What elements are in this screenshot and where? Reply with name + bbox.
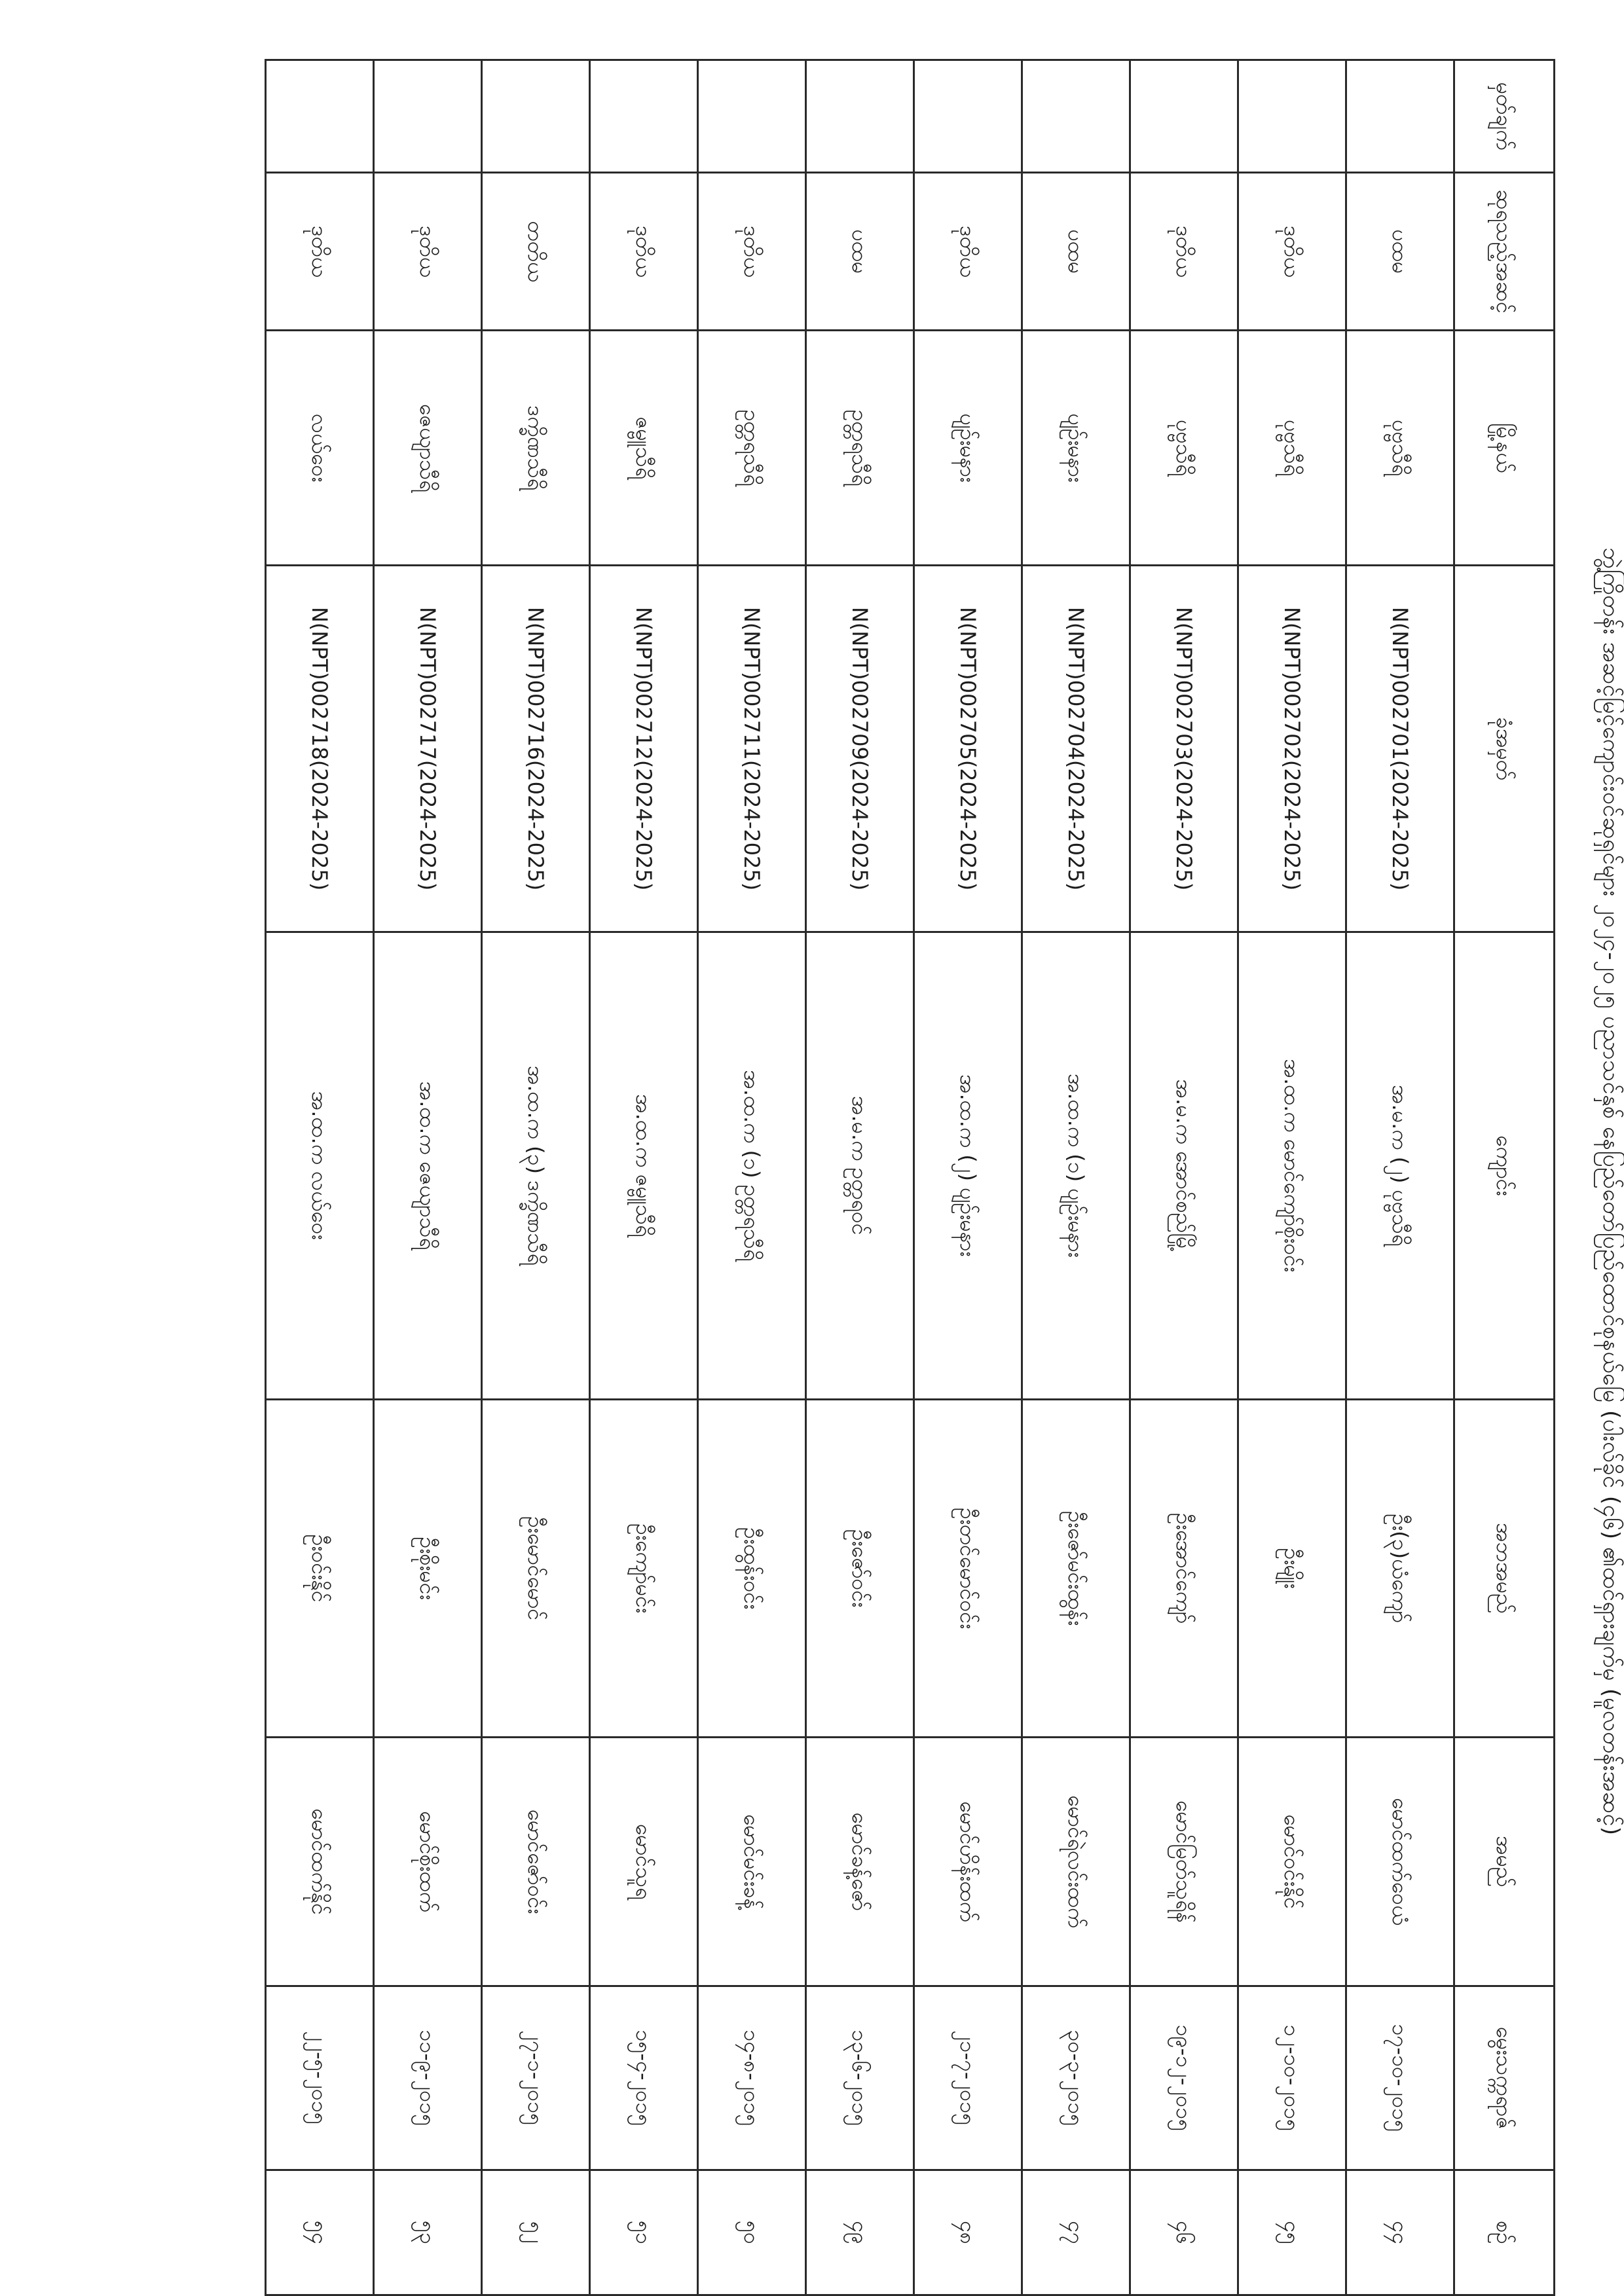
cell-grade: ပထမ (1346, 173, 1454, 331)
cell-school: အ.ထ.က (၂) ပျဉ်းမနား (914, 932, 1022, 1400)
cell-serial-number: ၄၄ (1346, 2170, 1454, 2295)
cell-remark (1130, 60, 1238, 173)
cell-father-name: ဦးအောင်ကျော် (1130, 1399, 1238, 1738)
cell-grade: ပထမ (1022, 173, 1130, 331)
table-row (482, 60, 590, 2295)
cell-roll-number: N(NPT)002717(2024-2025) (374, 566, 482, 932)
cell-remark (806, 60, 914, 173)
cell-roll-number: N(NPT)002701(2024-2025) (1346, 566, 1454, 932)
table-row (914, 60, 1022, 2295)
cell-grade: ဒုတိယ (590, 173, 698, 331)
cell-grade: ဒုတိယ (374, 173, 482, 331)
cell-township: လယ်ဝေး (266, 331, 374, 566)
cell-roll-number: N(NPT)002718(2024-2025) (266, 566, 374, 932)
cell-name: မောင်ခန့်ဇော် (806, 1738, 914, 1986)
cell-school: အ.မ.က ဥတ္တရဝင် (806, 932, 914, 1400)
cell-name: မောင်ဝင်းနိုင် (1238, 1738, 1346, 1986)
header-remark: မှတ်ချက် (1454, 60, 1555, 173)
cell-school: အ.မ.က (၂) ပုဗ္ဗသီရိ (1346, 932, 1454, 1400)
cell-father-name: ဦးကျော်မင်း (590, 1399, 698, 1738)
cell-father-name: ဦးဇော်မင်းထွန်း (1022, 1399, 1130, 1738)
cell-roll-number: N(NPT)002705(2024-2025) (914, 566, 1022, 932)
cell-father-name: ဦးဝင်းနိုင် (266, 1399, 374, 1738)
cell-date-of-birth: ၁၉-၁၂-၂၀၁၅ (1130, 1986, 1238, 2170)
cell-roll-number: N(NPT)002716(2024-2025) (482, 566, 590, 932)
cell-township: ပျဉ်းမနား (1022, 331, 1130, 566)
cell-remark (1346, 60, 1454, 173)
cell-township: ဇမ္ဗူသီရိ (590, 331, 698, 566)
cell-township: ပုဗ္ဗသီရိ (1346, 331, 1454, 566)
cell-school: အ.ထ.က (၁) ပျဉ်းမနား (1022, 932, 1130, 1400)
cell-remark (914, 60, 1022, 173)
cell-grade: ဒုတိယ (266, 173, 374, 331)
cell-township: ဒက္ခိဏသီရိ (482, 331, 590, 566)
cell-remark (1238, 60, 1346, 173)
cell-roll-number: N(NPT)002703(2024-2025) (1130, 566, 1238, 932)
cell-name: မောင်မင်းခန့် (698, 1738, 806, 1986)
cell-roll-number: N(NPT)002712(2024-2025) (590, 566, 698, 932)
table-row (1022, 60, 1130, 2295)
cell-name: မောင်ထက်ဝေယံ (1346, 1738, 1454, 1986)
cell-school: အ.ထ.က ဇေယျာသီရိ (374, 932, 482, 1400)
document-title: ဘွဲ့ကြိုတန်း အဆင့်မြင့်ကျောင်းဝင်ဆုရှင်များ ၂၀၂၄-၂၀၂၅ ပညာသင်နှစ် နေပြည်တော်ပြည်ထောင်စုနယ်မြေ (ပါးလ်ခိုင် (၄၆) ၏ထင်ရှားချက်မှ (မူလတန်းအဆင့်) (1598, 547, 1624, 1836)
cell-remark (1022, 60, 1130, 173)
cell-date-of-birth: ၂၂-၅-၂၀၁၅ (266, 1986, 374, 2170)
table-row (374, 60, 482, 2295)
cell-grade: ပထမ (806, 173, 914, 331)
cell-date-of-birth: ၁၇-၁၀-၂၀၁၅ (1346, 1986, 1454, 2170)
cell-township: ဥတ္တရသီရိ (698, 331, 806, 566)
cell-name: မောင်မြတ်သူရိန် (1130, 1738, 1238, 1986)
cell-township: ပုဗ္ဗသီရိ (1130, 331, 1238, 566)
cell-serial-number: ၄၅ (1238, 2170, 1346, 2295)
header-school: ကျောင်း (1454, 932, 1555, 1400)
header-roll-number: ခုံအမှတ် (1454, 566, 1555, 932)
table-row (1346, 60, 1454, 2295)
cell-date-of-birth: ၁၅-၄-၂၀၁၅ (590, 1986, 698, 2170)
table-row (698, 60, 806, 2295)
cell-serial-number: ၄၆ (1130, 2170, 1238, 2295)
header-father-name: အဘအမည် (1454, 1399, 1555, 1738)
cell-grade: ဒုတိယ (914, 173, 1022, 331)
cell-serial-number: ၅၄ (266, 2170, 374, 2295)
cell-date-of-birth: ၁၂-၁၀-၂၀၁၅ (1238, 1986, 1346, 2170)
cell-roll-number: N(NPT)002702(2024-2025) (1238, 566, 1346, 932)
cell-serial-number: ၄၈ (914, 2170, 1022, 2295)
cell-date-of-birth: ၁၃-၆-၂၀၁၅ (806, 1986, 914, 2170)
cell-remark (374, 60, 482, 173)
cell-father-name: ဦး(၃)ယံကျော် (1346, 1399, 1454, 1738)
cell-remark (590, 60, 698, 173)
header-name: အမည် (1454, 1738, 1555, 1986)
cell-date-of-birth: ၂၇-၁-၂၀၁၅ (482, 1986, 590, 2170)
cell-father-name: ဦးတင်မောင်ဝင်း (914, 1399, 1022, 1738)
cell-township: ပျဉ်းမနား (914, 331, 1022, 566)
cell-serial-number: ၅၂ (482, 2170, 590, 2295)
cell-school: အ.ထ.က ဇမ္ဗူသီရိ (590, 932, 698, 1400)
cell-remark (266, 60, 374, 173)
header-date-of-birth: မွေးသက္ကရာဇ် (1454, 1986, 1555, 2170)
cell-name: မောင်ဟိန်းထက် (914, 1738, 1022, 1986)
header-township: မြို့နယ် (1454, 331, 1555, 566)
cell-date-of-birth: ၁၄-၈-၂၀၁၅ (698, 1986, 806, 2170)
cell-name: မောင်ထက်နိုင် (266, 1738, 374, 1986)
cell-father-name: ဦးမျိုး (1238, 1399, 1346, 1738)
cell-school: အ.ထ.က (၃) ဒက္ခိဏသီရိ (482, 932, 590, 1400)
cell-father-name: ဦးစိုးမင်း (374, 1399, 482, 1738)
awards-table (265, 59, 1555, 2296)
cell-school: အ.မ.က အောင်စည်မြို့ (1130, 932, 1238, 1400)
cell-date-of-birth: ၃၀-၃-၂၀၁၅ (1022, 1986, 1130, 2170)
cell-serial-number: ၄၉ (806, 2170, 914, 2295)
table-row (806, 60, 914, 2295)
cell-township: ဇေယျာသီရိ (374, 331, 482, 566)
cell-name: မောင်သူရ (590, 1738, 698, 1986)
header-serial-number: စဉ် (1454, 2170, 1555, 2295)
cell-father-name: ဦးဇော်ဝင်း (806, 1399, 914, 1738)
cell-school: အ.ထ.က လယ်ဝေး (266, 932, 374, 1400)
cell-serial-number: ၅၀ (698, 2170, 806, 2295)
cell-township: ပုဗ္ဗသီရိ (1238, 331, 1346, 566)
cell-date-of-birth: ၂၁-၇-၂၀၁၅ (914, 1986, 1022, 2170)
table-row (590, 60, 698, 2295)
cell-roll-number: N(NPT)002704(2024-2025) (1022, 566, 1130, 932)
table-row (1238, 60, 1346, 2295)
cell-serial-number: ၅၃ (374, 2170, 482, 2295)
table-row (1130, 60, 1238, 2295)
cell-school: အ.ထ.က (၁) ဥတ္တရသီရိ (698, 932, 806, 1400)
cell-roll-number: N(NPT)002709(2024-2025) (806, 566, 914, 932)
table-row (266, 60, 374, 2295)
cell-date-of-birth: ၁၁-၉-၂၀၁၅ (374, 1986, 482, 2170)
cell-remark (698, 60, 806, 173)
cell-grade: ဒုတိယ (1238, 173, 1346, 331)
cell-township: ဥတ္တရသီရိ (806, 331, 914, 566)
cell-roll-number: N(NPT)002711(2024-2025) (698, 566, 806, 932)
cell-name: မောင်စိုးထက် (374, 1738, 482, 1986)
table-header-row (1454, 60, 1555, 2295)
cell-serial-number: ၅၁ (590, 2170, 698, 2295)
cell-serial-number: ၄၇ (1022, 2170, 1130, 2295)
header-grade: ဆုရသည့်အဆင့် (1454, 173, 1555, 331)
cell-remark (482, 60, 590, 173)
cell-name: မောင်ဇော်ဝင်း (482, 1738, 590, 1986)
cell-school: အ.ထ.က မောင်ကျော်စိုးဝင်း (1238, 932, 1346, 1400)
cell-name: မောင်ရဲလင်းထက် (1022, 1738, 1130, 1986)
cell-father-name: ဦးမောင်မောင် (482, 1399, 590, 1738)
cell-grade: ဒုတိယ (698, 173, 806, 331)
cell-father-name: ဦးထွန်းဝင်း (698, 1399, 806, 1738)
cell-grade: ဒုတိယ (1130, 173, 1238, 331)
cell-grade: တတိယ (482, 173, 590, 331)
